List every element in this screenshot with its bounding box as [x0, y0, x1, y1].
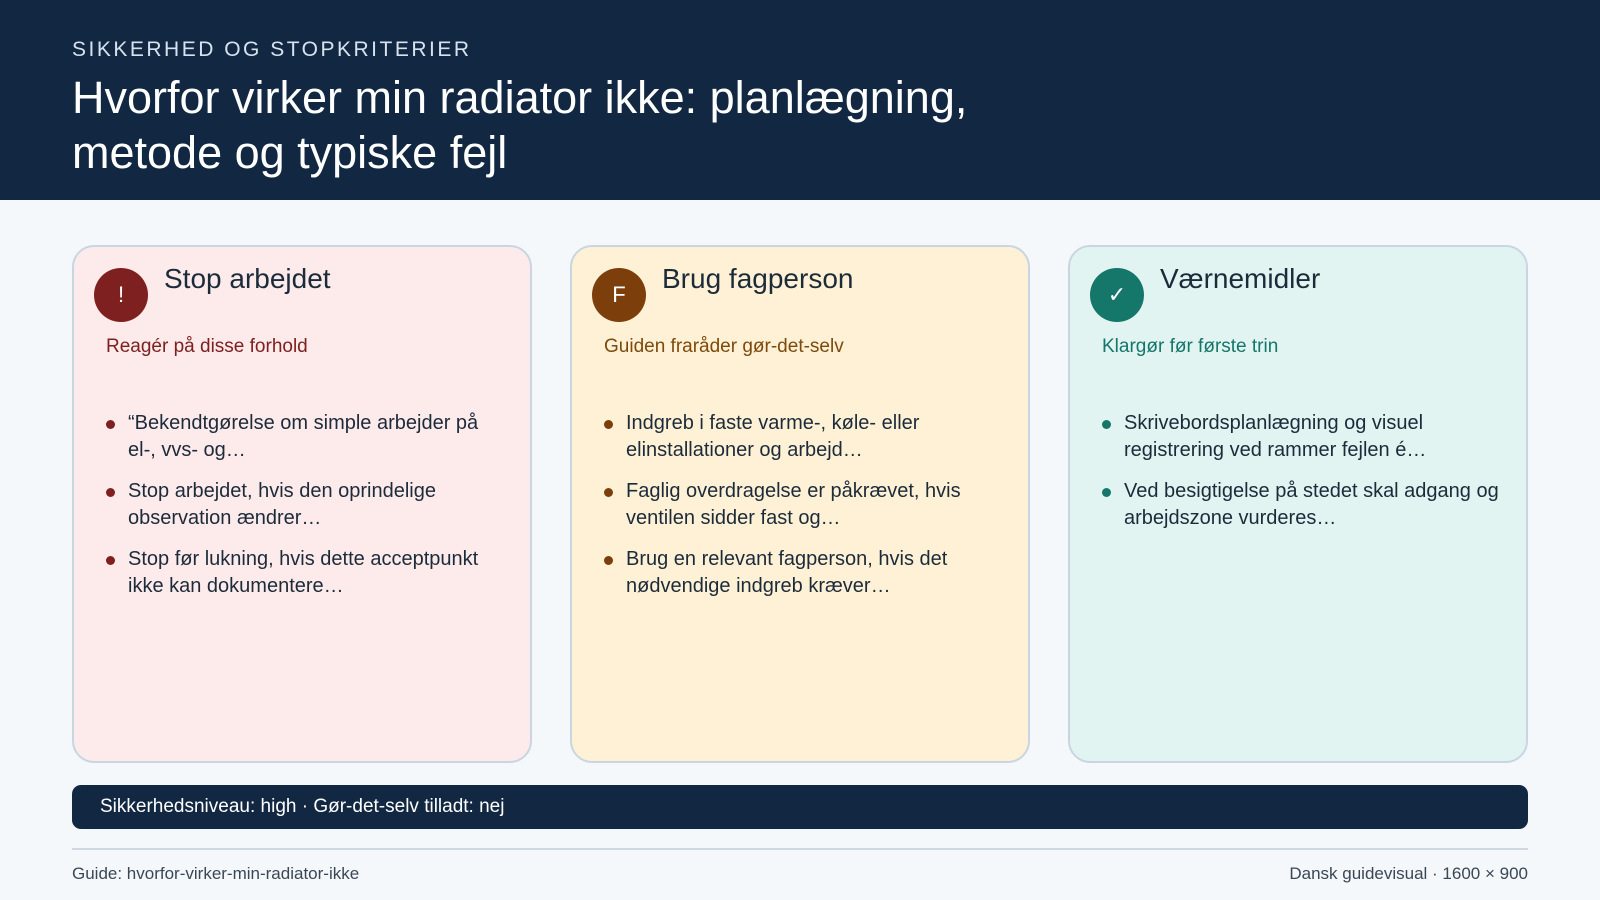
- bullet-item: [106, 478, 506, 532]
- card-row: [72, 245, 1528, 763]
- bullet-text: Skrivebordsplanlægning og visuel registrering ved rammer fejlen é…: [1124, 412, 1427, 461]
- card-protective-equipment: [1068, 245, 1528, 763]
- bullet-item: [604, 410, 1004, 464]
- bullet-text: Stop før lukning, hvis dette acceptpunkt ikke kan dokumentere…: [128, 548, 479, 597]
- eyebrow: SIKKERHED OG STOPKRITERIER: [72, 38, 472, 61]
- bullet-list: [106, 410, 506, 614]
- bullet-dot: [1102, 488, 1111, 497]
- bullet-dot: [106, 420, 115, 429]
- bullet-dot: [1102, 420, 1111, 429]
- bullet-dot: [106, 556, 115, 565]
- card-subtitle: Klargør før første trin: [1102, 336, 1279, 357]
- exclamation-icon: !: [94, 268, 148, 322]
- bullet-item: [106, 546, 506, 600]
- bullet-dot: [604, 556, 613, 565]
- card-subtitle: Guiden fraråder gør-det-selv: [604, 336, 844, 357]
- footer-guide-slug: Guide: hvorfor-virker-min-radiator-ikke: [72, 864, 360, 883]
- bullet-dot: [604, 488, 613, 497]
- bullet-item: [106, 410, 506, 464]
- bullet-list: [1102, 410, 1502, 546]
- safety-status-bar: Sikkerhedsniveau: high · Gør-det-selv tilladt: nej: [72, 785, 1528, 829]
- professional-icon: F: [592, 268, 646, 322]
- header: [0, 0, 1600, 200]
- bullet-item: [1102, 478, 1502, 532]
- card-use-professional: [570, 245, 1030, 763]
- bullet-text: Brug en relevant fagperson, hvis det nødvendige indgreb kræver…: [626, 548, 948, 597]
- bullet-text: Ved besigtigelse på stedet skal adgang og arbejdszone vurderes…: [1124, 480, 1499, 529]
- bullet-text: Indgreb i faste varme-, køle- eller elinstallationer og arbejd…: [626, 412, 920, 461]
- card-title: Brug fagperson: [662, 263, 854, 294]
- bullet-text: “Bekendtgørelse om simple arbejder på el-, vvs- og…: [128, 412, 479, 461]
- card-title: Værnemidler: [1160, 263, 1321, 294]
- page-title: Hvorfor virker min radiator ikke: planlægning, metode og typiske fejl: [72, 72, 968, 178]
- bullet-list: [604, 410, 1004, 614]
- bullet-dot: [106, 488, 115, 497]
- bullet-item: [604, 478, 1004, 532]
- footer-divider: [72, 848, 1528, 850]
- card-subtitle: Reagér på disse forhold: [106, 336, 308, 357]
- bullet-item: [1102, 410, 1502, 464]
- card-title: Stop arbejdet: [164, 263, 331, 294]
- bullet-dot: [604, 420, 613, 429]
- checkmark-icon: ✓: [1090, 268, 1144, 322]
- footer-meta: Dansk guidevisual · 1600 × 900: [1289, 864, 1528, 883]
- bullet-text: Stop arbejdet, hvis den oprindelige observation ændrer…: [128, 480, 436, 529]
- card-stop-work: [72, 245, 532, 763]
- bullet-text: Faglig overdragelse er påkrævet, hvis ventilen sidder fast og…: [626, 480, 961, 529]
- bullet-item: [604, 546, 1004, 600]
